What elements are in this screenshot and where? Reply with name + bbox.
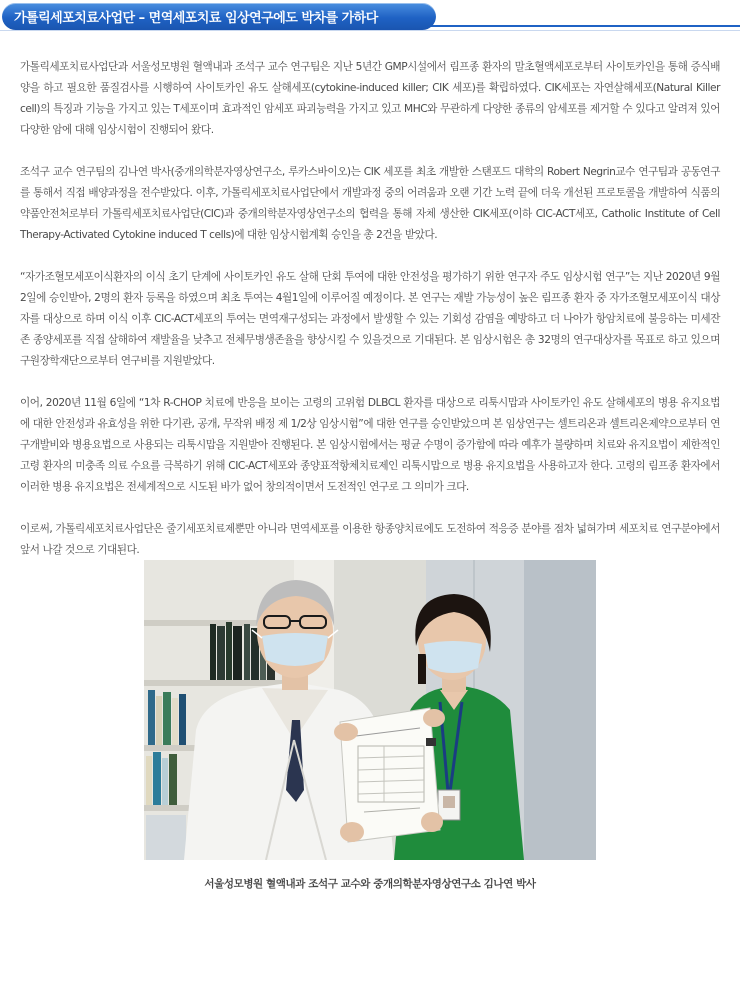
article-paragraph: 이어, 2020년 11월 6일에 “1차 R-CHOP 치료에 반응을 보이는 고령의 고위험 DLBCL 환자를 대상으로 리툭시맙과 사이토카인 유도 살해세포의 병용 유지요법에 대한 안전성과 유효성을 위한 다기관, 공개, 무작위 배정 제 1/2상 임상시험”에 대한 연구를 승인받았으며 본 임상연구는 셀트리온과 셀트리온제약으로부터 연구개발비와 병용요법으로 사용되는 리툭시맙을 지원받아 진행된다. 본 임상시험에서는 평균 수명이 증가함에 따라 예후가 불량하며 치료와 유지요법이 제한적인 고령 환자의 미충족 의료 수요를 극복하기 위해 CIC-ACT세포와 종양표적항체치료제인 리툭시맙으로 병용 유지요법을 사용하고자 한다. 고령의 림프종 환자에서 이러한 병용 유지요법은 전세계적으로 시도된 바가 없어 창의적이면서 도전적인 연구로 그 의미가 크다. (20, 397, 720, 493)
page-title: 가톨릭세포치료사업단 – 면역세포치료 임상연구에도 박차를 가하다 (14, 11, 378, 26)
article-paragraph: 조석구 교수 연구팀의 김나연 박사(중개의학분자영상연구소, 루카스바이오)는 CIK 세포를 최초 개발한 스탠포드 대학의 Robert Negrin교수 연구팀과 공동연구를 통해서 직접 배양과정을 전수받았다. 이후, 가톨릭세포치료사업단에서 개발과정 중의 어려움과 오랜 기간 노력 끝에 더욱 개선된 프로토콜을 개발하여 식품의약품안전처로부터 가톨릭세포치료사업단(CIC)과 중개의학분자영상연구소의 협력을 통해 자체 생산한 CIK세포(이하 CIC-ACT세포, Catholic Institute of Cell Therapy-Activated Cytokine induced T cells)에 대한 임상시험계획 승인을 총 2건을 받았다. (20, 166, 720, 241)
article-paragraph: 가톨릭세포치료사업단과 서울성모병원 혈액내과 조석구 교수 연구팀은 지난 5년간 GMP시설에서 림프종 환자의 말초혈액세포로부터 사이토카인을 통해 증식배양을 하고 필요한 품질검사를 시행하여 사이토카인 유도 살해세포(cytokine-induced killer; CIK 세포)를 확립하였다. CIK세포는 자연살해세포(Natural Killer cell)의 특징과 기능을 가지고 있는 T세포이며 효과적인 암세포 파괴능력을 가지고 있고 MHC와 무관하게 다양한 종류의 암세포를 제거할 수 있다고 알려져 있어 다양한 암에 대해 임상시험이 진행되어 왔다. (20, 61, 720, 136)
header-underline (0, 30, 740, 31)
header-rule (420, 25, 740, 27)
photo-caption: 서울성모병원 혈액내과 조석구 교수와 중개의학분자영상연구소 김나연 박사 (204, 878, 536, 890)
header-banner (0, 0, 740, 34)
article-body (20, 57, 720, 582)
article-paragraph: “자가조혈모세포이식환자의 이식 초기 단계에 사이토카인 유도 살해 단회 투여에 대한 안전성을 평가하기 위한 연구자 주도 임상시험 연구”는 지난 2020년 9월 2일에 승인받아, 2명의 환자 등록을 하였으며 최초 투여는 4월1일에 이루어질 예정이다. 본 연구는 재발 가능성이 높은 림프종 환자 중 자가조혈모세포이식 대상자를 대상으로 하며 이식 이후 CIC-ACT세포의 투여는 면역재구성되는 과정에서 발생할 수 있는 기회성 감염을 예방하고 더 나아가 항암치료에 불응하는 미세잔존 종양세포를 직접 살해하여 재발율을 낮추고 전체무병생존율을 향상시킬 수 있을것으로 기대된다. 본 임상시험은 총 32명의 연구대상자를 목표로 하고 있으며 구원장학재단으로부터 연구비를 지원받았다. (20, 271, 720, 367)
article-paragraph: 이로써, 가톨릭세포치료사업단은 줄기세포치료제뿐만 아니라 면역세포를 이용한 항종양치료에도 도전하여 적응증 분야를 점차 넓혀가며 세포치료 연구분야에서 앞서 나갈 것으로 기대된다. (20, 523, 720, 556)
researchers-photo (144, 560, 596, 860)
